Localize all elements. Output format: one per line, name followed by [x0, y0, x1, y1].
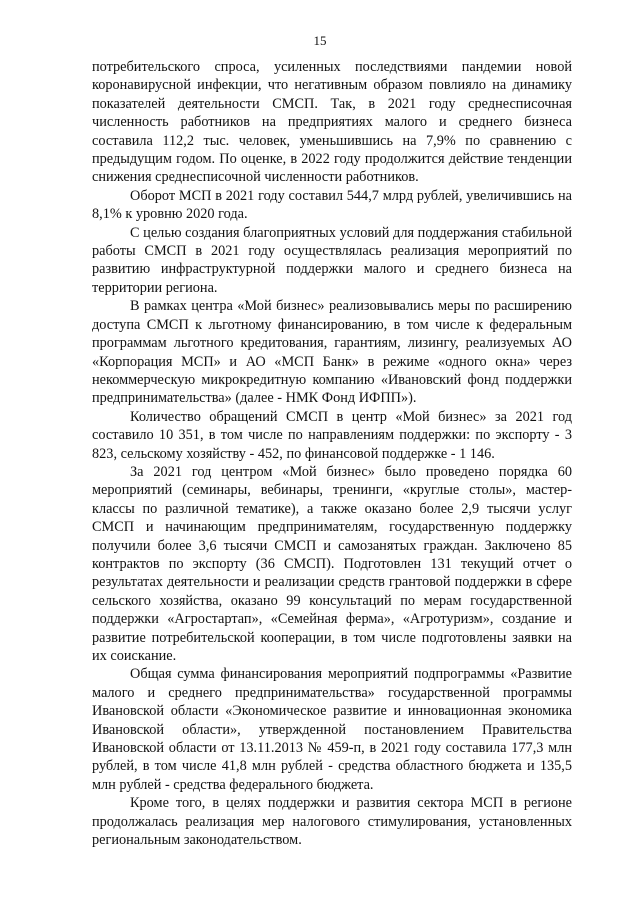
paragraph-financing-total: Общая сумма финансирования мероприятий подпрограммы «Развитие малого и среднего предпринимательства» государственной программы Ивановской области «Экономическое развитие и инновационная экономика Ивановской области», утвержденной постановлением Правительства Ивановской области от 13.11.2013 № 459-п, в 2021 году составила 177,3 млн рублей, в том числе 41,8 млн рублей - средства областного бюджета и 135,5 млн рублей - средства федерального бюджета.: [92, 666, 572, 793]
paragraph-requests-count: Количество обращений СМСП в центр «Мой бизнес» за 2021 год составило 10 351, в том числе по направлениям поддержки: по экспорту - 3 823, сельскому хозяйству - 452, по финансовой поддержке - 1 146.: [92, 408, 572, 462]
paragraph-turnover: Оборот МСП в 2021 году составил 544,7 млрд рублей, увеличившись на 8,1% к уровню 2020 года.: [92, 187, 572, 223]
page-number: 15: [313, 33, 327, 48]
paragraph-employment-decline: потребительского спроса, усиленных последствиями пандемии новой коронавирусной инфекции, что негативным образом повлияло на динамику показателей деятельности СМСП. Так, в 2021 году среднесписочная численность работников на предприятиях малого и среднего бизнеса составила 112,2 тыс. человек, уменьшившись на 7,9% по сравнению с предыдущим годом. По оценке, в 2022 году продолжится действие тенденции снижения среднесписочной численности работников.: [92, 59, 572, 186]
paragraph-tax-incentives: Кроме того, в целях поддержки и развития сектора МСП в регионе продолжалась реализация мер налогового стимулирования, установленных региональным законодательством.: [92, 795, 572, 849]
document-body: [92, 58, 572, 849]
paragraph-events-and-services: За 2021 год центром «Мой бизнес» было проведено порядка 60 мероприятий (семинары, вебинары, тренинги, «круглые столы», мастер-классы по различной тематике), а также оказано более 2,9 тысячи услуг СМСП и начинающим предпринимателям, государственную поддержку получили более 3,6 тысячи СМСП и самозанятых граждан. Заключено 85 контрактов по экспорту (36 СМСП). Подготовлен 131 текущий отчет о результатах деятельности и реализации средств грантовой поддержки в сфере сельского хозяйства, оказано 99 консультаций по мерам государственной поддержки «Агростартап», «Семейная ферма», «Агротуризм», создание и развитие потребительской кооперации, в том числе подготовлены заявки на их соискание.: [92, 463, 572, 664]
paragraph-my-business-center: В рамках центра «Мой бизнес» реализовывались меры по расширению доступа СМСП к льготному финансированию, в том числе к федеральным программам льготного кредитования, гарантиям, лизингу, реализуемых АО «Корпорация МСП» и АО «МСП Банк» в режиме «одного окна» через некоммерческую микрокредитную компанию «Ивановский фонд поддержки предпринимательства» (далее - НМК Фонд ИФПП»).: [92, 298, 572, 407]
paragraph-infrastructure-support: С целью создания благоприятных условий для поддержания стабильной работы СМСП в 2021 году осуществлялась реализация мероприятий по развитию инфраструктурной поддержки малого и среднего бизнеса на территории региона.: [92, 224, 572, 296]
